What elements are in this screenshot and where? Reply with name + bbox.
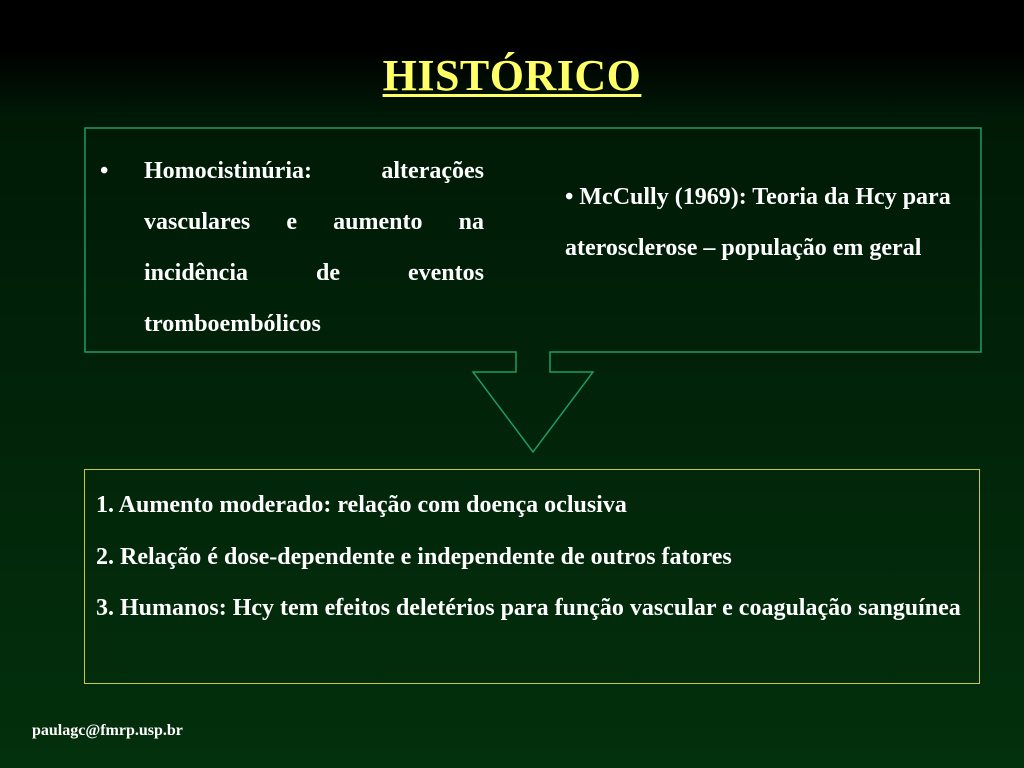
footer-email: paulagc@fmrp.usp.br (32, 722, 183, 739)
homocistinuria-text: Homocistinúria: alterações vasculares e aumento na incidência de eventos tromboembólicos (144, 158, 484, 337)
homocistinuria-bullet (100, 146, 484, 350)
conclusion-item: 2. Relação é dose-dependente e independente de outros fatores (96, 543, 732, 570)
conclusions-list (96, 480, 970, 635)
conclusion-item: 1. Aumento moderado: relação com doença oclusiva (96, 492, 627, 518)
bullet-marker: • (100, 158, 109, 184)
slide-title: HISTÓRICO (382, 51, 642, 100)
conclusion-item: 3. Humanos: Hcy tem efeitos deletérios para função vascular e coagulação sanguínea (96, 595, 961, 621)
mccully-text: • McCully (1969): Teoria da Hcy para aterosclerose – população em geral (565, 184, 951, 261)
